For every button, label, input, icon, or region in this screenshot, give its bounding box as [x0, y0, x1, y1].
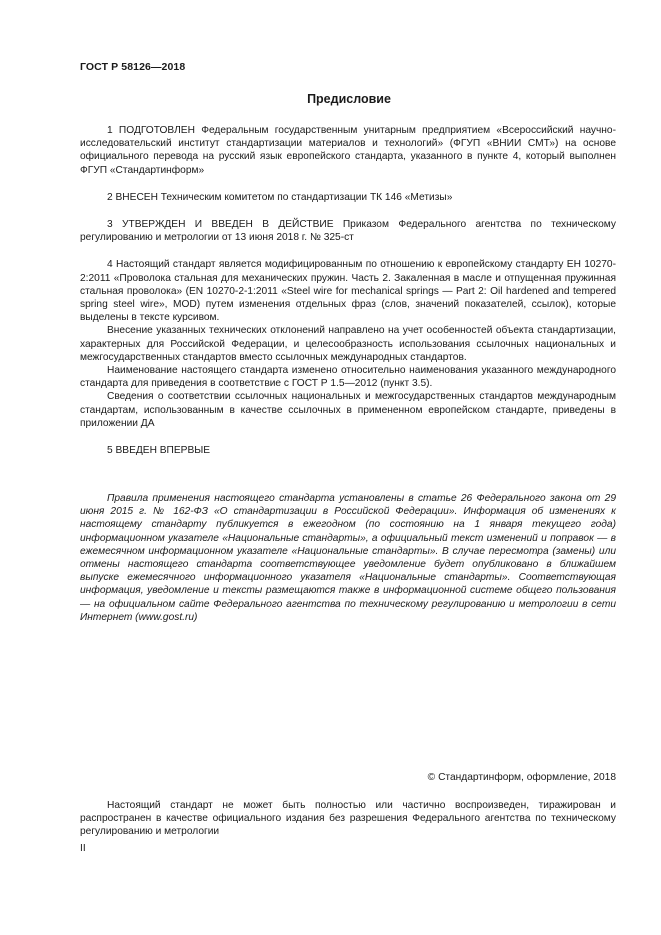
foreword-body: [80, 124, 616, 457]
copyright-line: [428, 772, 616, 783]
section-divider: [80, 244, 616, 258]
paragraph: 4 Настоящий стандарт является модифицированным по отношению к европейскому стандарту ЕН 10270-2:2011 «Проволока стальная для механических пружин. Часть 2. Закаленная в масле и отпущенная пружинная стальная проволока» (EN 10270-2-1:2011 «Steel wire for mechanical springs — Part 2: Oil hardened and tempered spring steel wire», MOD) путем изменения отдельных фраз (слов, значений показателей, ссылок), которые выделены в тексте курсивом.: [80, 259, 616, 324]
paragraph: 5 ВВЕДЕН ВПЕРВЫЕ: [107, 445, 211, 457]
paragraph: Наименование настоящего стандарта изменено относительно наименования указанного международного стандарта для приведения в соответствие с ГОСТ Р 1.5—2012 (пункт 3.5).: [80, 365, 616, 390]
usage-rules-notice: Правила применения настоящего стандарта установлены в статье 26 Федерального закона от 29 июня 2015 г. № 162-ФЗ «О стандартизации в Российской Федерации». Информация об изменениях к настоящему стандарту публикуется в ежегодном (по состоянию на 1 января текущего года) информационном указателе «Национальные стандарты», а официальный текст изменений и поправок — в ежемесячном информационном указателе «Национальные стандарты». В случае пересмотра (замены) или отмены настоящего стандарта соответствующее уведомление будет опубликовано в ближайшем выпуске ежемесячного информационного указателя «Национальные стандарты». Соответствующая информация, уведомление и тексты размещаются также в информационной системе общего пользования — на официальном сайте Федерального агентства по техническому регулированию и метрологии в сети Интернет (www.gost.ru): [80, 493, 616, 623]
doc-number: ГОСТ Р 58126—2018: [80, 61, 186, 73]
section-divider: [80, 204, 616, 218]
section-5: [80, 444, 616, 457]
section-2: [80, 191, 616, 204]
paragraph: 1 ПОДГОТОВЛЕН Федеральным государственным унитарным предприятием «Всероссийский научно-исследовательский институт стандартизации материалов и технологий» (ФГУП «ВНИИ СМТ») на основе официального перевода на русский язык европейского стандарта, указанного в пункте 4, который выполнен ФГУП «Стандартинформ»: [80, 125, 616, 176]
section-divider: [80, 177, 616, 191]
paragraph: 2 ВНЕСЕН Техническим комитетом по стандартизации ТК 146 «Метизы»: [107, 191, 453, 203]
section-3: [80, 218, 616, 244]
section-divider: [80, 430, 616, 444]
page-title: Предисловие: [307, 92, 391, 106]
copyright-text: Стандартинформ, оформление, 2018: [438, 772, 616, 783]
section-1: [80, 124, 616, 177]
copyright-icon: ©: [427, 772, 436, 783]
paragraph: 3 УТВЕРЖДЕН И ВВЕДЕН В ДЕЙСТВИЕ Приказом Федерального агентства по техническому регулированию и метрологии от 13 июня 2018 г. № 325-ст: [80, 219, 616, 244]
page-number: II: [80, 843, 86, 854]
paragraph: Внесение указанных технических отклонений направлено на учет особенностей объекта стандартизации, характерных для Российской Федерации, и целесообразность использования ссылочных национальных и межгосударственных стандартов вместо ссылочных международных стандартов.: [80, 325, 616, 363]
paragraph: Сведения о соответствии ссылочных национальных и межгосударственных стандартов международным стандартам, использованным в качестве ссылочных в примененном европейском стандарте, приведены в приложении ДА: [80, 391, 616, 429]
reproduction-notice: Настоящий стандарт не может быть полностью или частично воспроизведен, тиражирован и распространен в качестве официального издания без разрешения Федерального агентства по техническому регулированию и метрологии: [80, 800, 616, 838]
section-4: [80, 258, 616, 430]
